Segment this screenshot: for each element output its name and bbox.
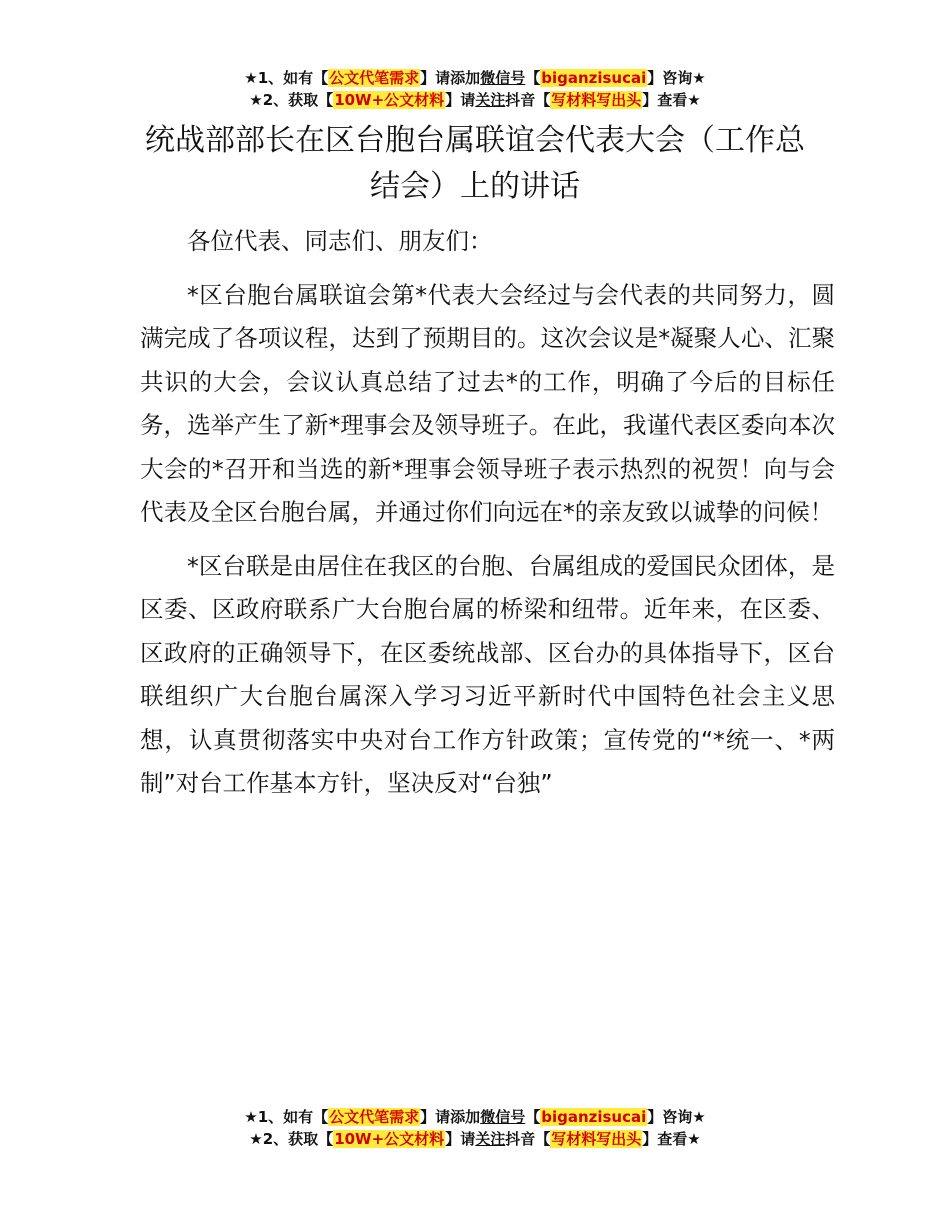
douyin-id-highlight: 写材料写出头: [551, 91, 642, 109]
banner-text: 】请添加: [420, 69, 481, 87]
banner-text: 】请: [445, 1130, 476, 1148]
highlight-text: 公文代笔需求: [329, 69, 420, 87]
paragraph-2: *区台联是由居住在我区的台胞、台属组成的爱国民众团体，是区委、区政府联系广大台胞台属的桥梁和纽带。近年来，在区委、区政府的正确领导下，在区委统战部、区台办的具体指导下，区台联组织广大台胞台属深入学习习近平新时代中国特色社会主义思想，认真贯彻落实中央对台工作方针政策；宣传党的“*统一、*两制”对台工作基本方针，坚决反对“台独”: [140, 551, 835, 797]
banner-text: 抖音【: [505, 91, 551, 109]
banner-text: 【: [525, 69, 541, 87]
banner-text: ★1、如有【: [244, 69, 329, 87]
footer-banner: [0, 1106, 950, 1150]
banner-line-2: [0, 89, 950, 111]
underlined-text: 关注: [475, 91, 506, 109]
paragraph-1: *区台胞台属联谊会第*代表大会经过与会代表的共同努力，圆满完成了各项议程，达到了预期目的。这次会议是*凝聚人心、汇聚共识的大会，会议认真总结了过去*的工作，明确了今后的目标任务，选举产生了新*理事会及领导班子。在此，我谨代表区委向本次大会的*召开和当选的新*理事会领导班子表示热烈的祝贺！向与会代表及全区台胞台属，并通过你们向远在*的亲友致以诚挚的问候！: [140, 280, 835, 526]
banner-text: 抖音【: [505, 1130, 551, 1148]
douyin-id-highlight: 写材料写出头: [551, 1130, 642, 1148]
highlight-text: 10W+公文材料: [334, 1130, 445, 1148]
header-banner: [0, 67, 950, 111]
banner-text: 】咨询★: [647, 1108, 706, 1126]
underlined-text: 微信号: [480, 1108, 526, 1126]
banner-line-1: [0, 67, 950, 89]
banner-text: 】请: [445, 91, 476, 109]
banner-text: ★2、获取【: [249, 91, 334, 109]
document-body: [140, 220, 835, 816]
banner-text: 【: [525, 1108, 541, 1126]
underlined-text: 关注: [475, 1130, 506, 1148]
banner-text: ★1、如有【: [244, 1108, 329, 1126]
wechat-id-highlight: biganzisucai: [541, 69, 647, 87]
banner-text: 】查看★: [642, 91, 701, 109]
banner-text: 】咨询★: [647, 69, 706, 87]
highlight-text: 公文代笔需求: [329, 1108, 420, 1126]
banner-text: 】查看★: [642, 1130, 701, 1148]
document-title: 统战部部长在区台胞台属联谊会代表大会（工作总结会）上的讲话: [145, 123, 805, 204]
highlight-text: 10W+公文材料: [334, 91, 445, 109]
banner-line-2: [0, 1128, 950, 1150]
banner-line-1: [0, 1106, 950, 1128]
greeting: 各位代表、同志们、朋友们：: [187, 227, 493, 255]
underlined-text: 微信号: [480, 69, 526, 87]
banner-text: ★2、获取【: [249, 1130, 334, 1148]
wechat-id-highlight: biganzisucai: [541, 1108, 647, 1126]
banner-text: 】请添加: [420, 1108, 481, 1126]
